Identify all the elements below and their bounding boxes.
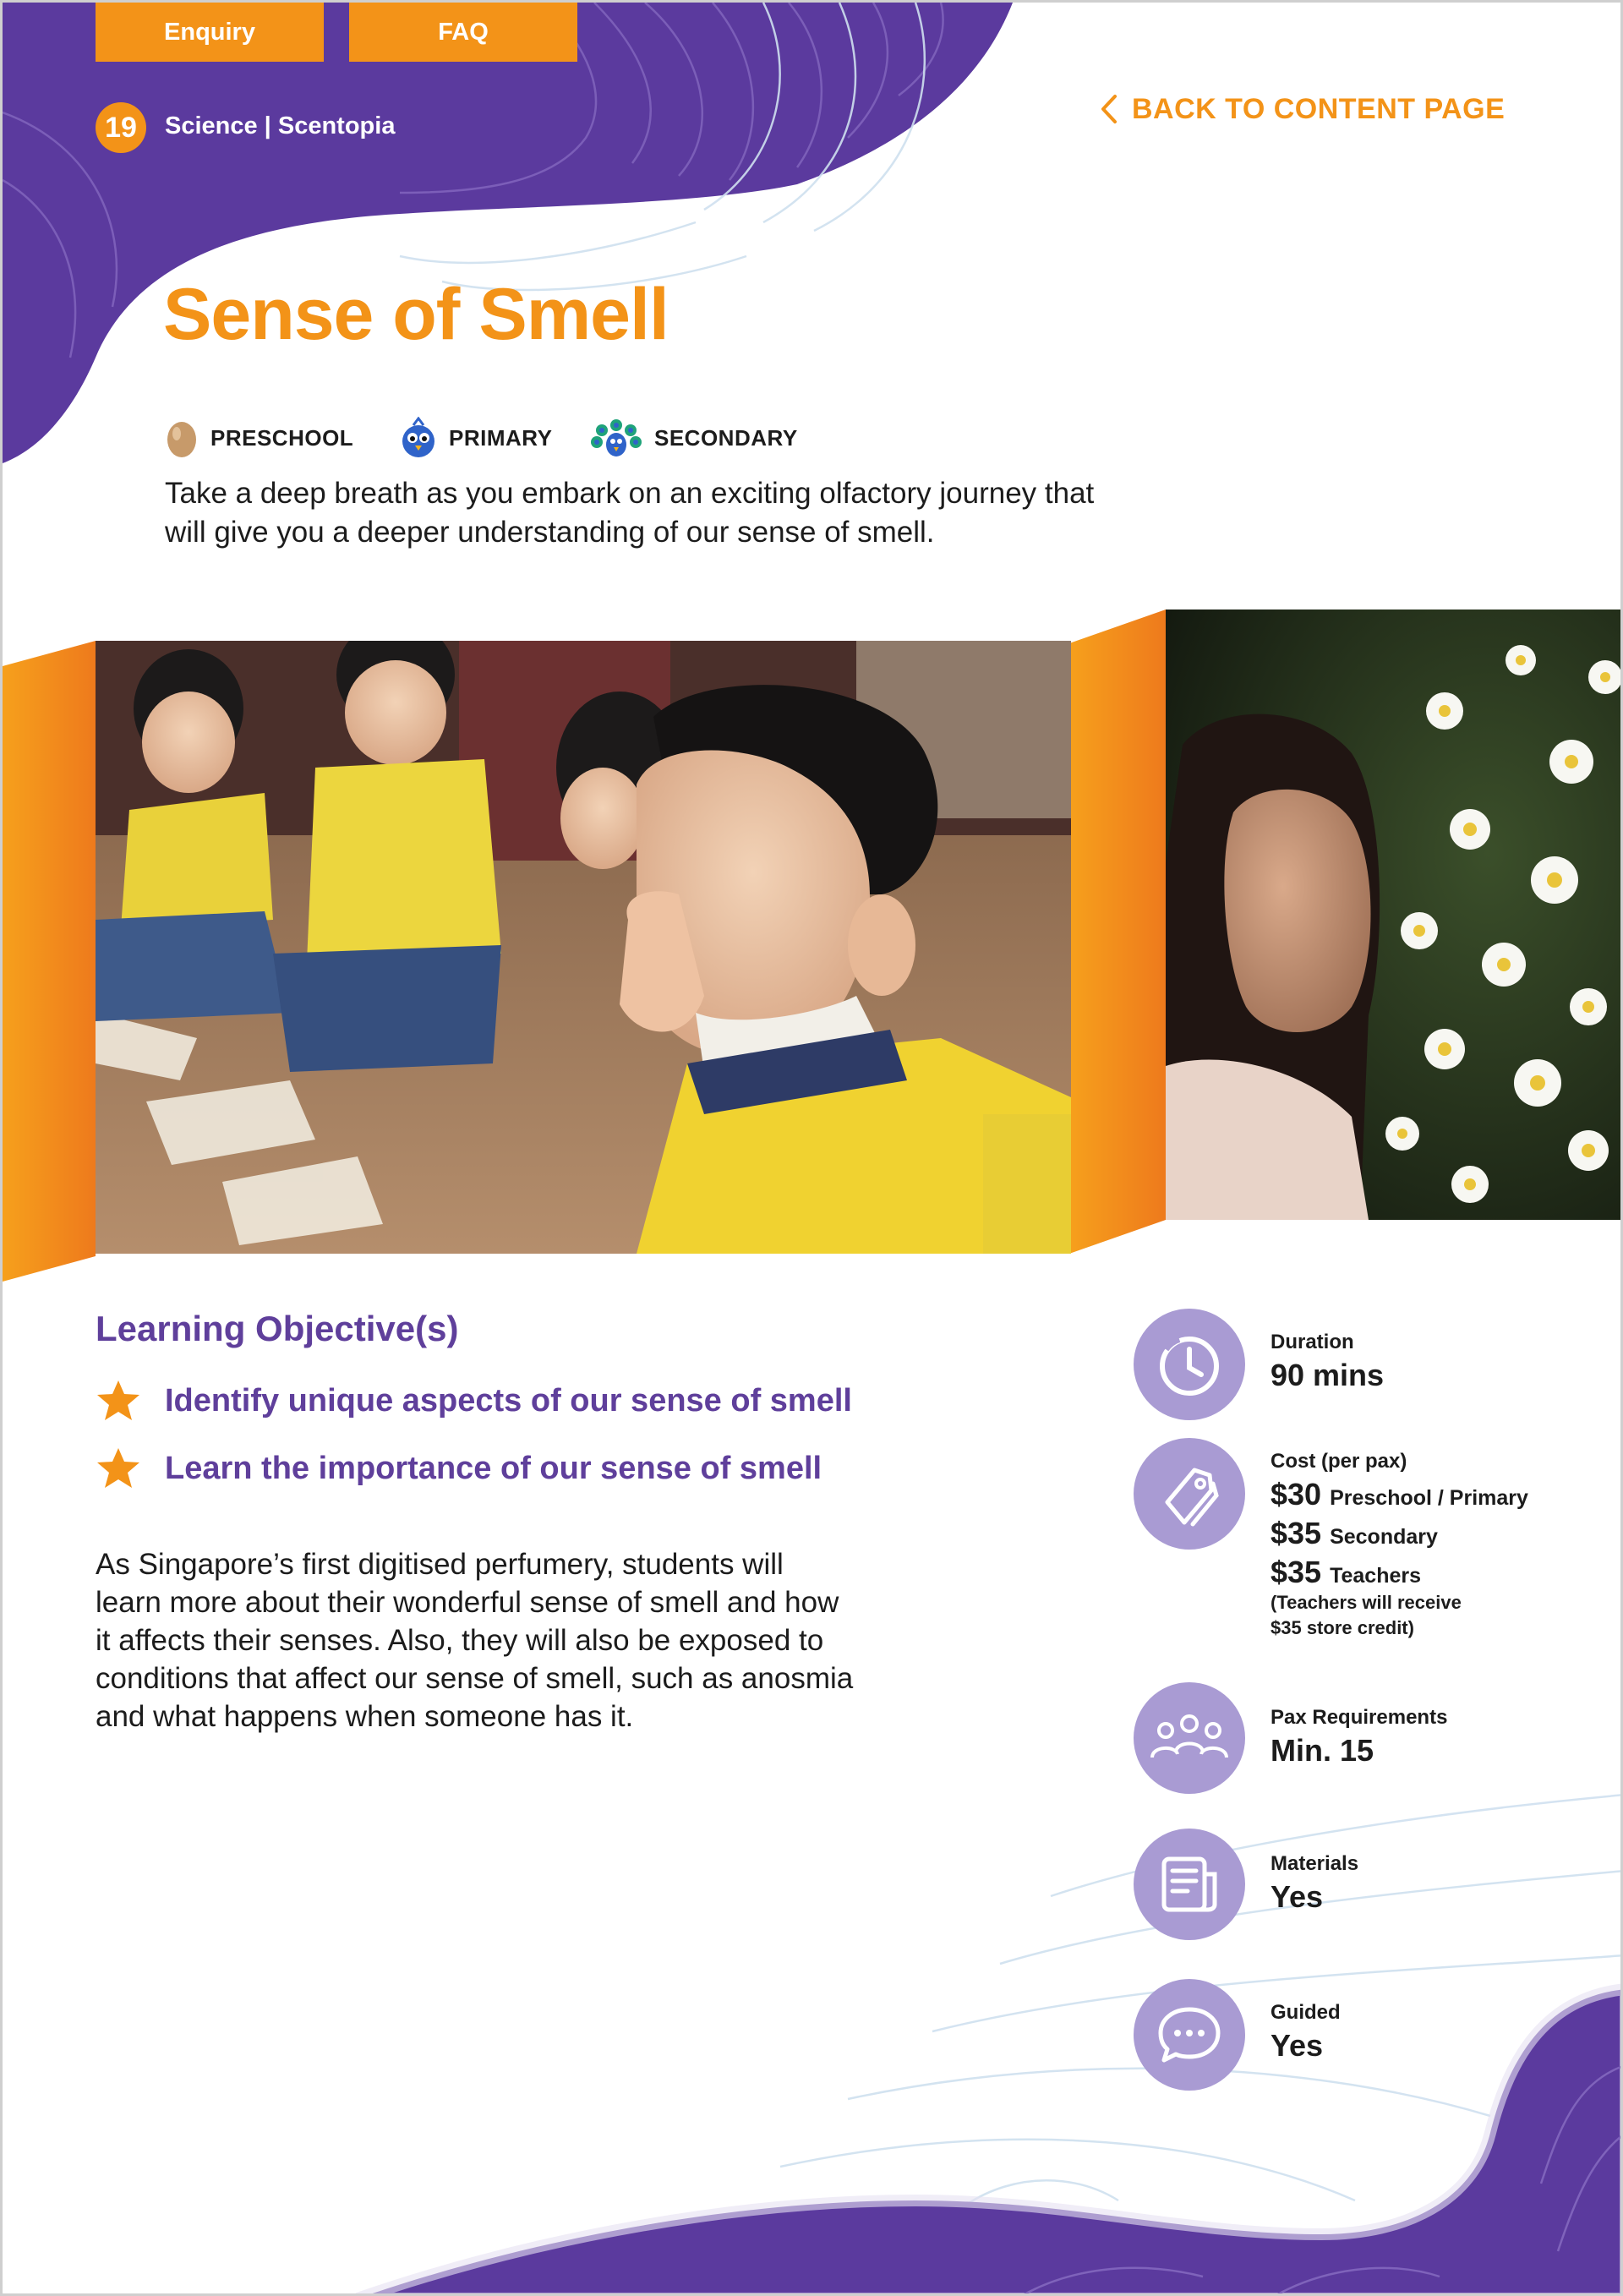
cost-amount: $30: [1271, 1477, 1322, 1512]
header-wave-decoration: [3, 3, 1623, 476]
bird-icon: [400, 417, 437, 459]
description-line: conditions that affect our sense of smell, such as anosmia: [96, 1662, 854, 1695]
info-materials: [1134, 1829, 1358, 1940]
intro-line: will give you a deeper understanding of our sense of smell.: [165, 516, 935, 549]
cost-note-line: (Teachers will receive: [1271, 1592, 1462, 1613]
description-line: it affects their senses. Also, they will also be exposed to: [96, 1624, 824, 1657]
chat-icon: [1154, 1999, 1225, 2070]
group-icon-badge: [1134, 1682, 1245, 1794]
intro-line: Take a deep breath as you embark on an exciting olfactory journey that: [165, 477, 1095, 510]
group-icon: [1149, 1708, 1230, 1768]
footer-wave-decoration: [3, 1761, 1623, 2296]
price-tag-icon: [1154, 1458, 1225, 1529]
objective-text: Identify unique aspects of our sense of smell: [165, 1382, 852, 1419]
description-line: As Singapore’s first digitised perfumery, students will: [96, 1548, 784, 1581]
page-number: 19: [105, 111, 137, 144]
info-guided: [1134, 1979, 1341, 2091]
star-icon: [96, 1379, 141, 1423]
page-title: Sense of Smell: [163, 274, 669, 355]
cost-category: Preschool / Primary: [1330, 1486, 1528, 1510]
objective-item: [96, 1446, 822, 1490]
back-link-label: BACK TO CONTENT PAGE: [1132, 92, 1506, 125]
level-label: SECONDARY: [654, 424, 798, 451]
cost-amount: $35: [1271, 1555, 1322, 1589]
pax-value: Min. 15: [1271, 1733, 1374, 1768]
photo-band-left: [3, 641, 97, 1283]
photo-girl-smelling-flowers: [1166, 610, 1623, 1220]
egg-icon: [165, 417, 199, 459]
materials-label: Materials: [1271, 1852, 1359, 1875]
chat-icon-badge: [1134, 1979, 1245, 2091]
duration-value: 90 mins: [1271, 1358, 1385, 1392]
cost-line: [1271, 1477, 1528, 1512]
breadcrumb: Science | Scentopia: [165, 112, 396, 139]
pax-label: Pax Requirements: [1271, 1706, 1448, 1729]
cost-label: Cost (per pax): [1271, 1450, 1407, 1473]
intro-text: [165, 474, 1094, 552]
duration-label: Duration: [1271, 1331, 1354, 1353]
enquiry-tab[interactable]: Enquiry: [96, 3, 324, 62]
back-to-content-link[interactable]: [1100, 90, 1505, 128]
clock-icon-badge: [1134, 1309, 1245, 1420]
cost-note-line: $35 store credit): [1271, 1617, 1414, 1638]
cost-line: [1271, 1555, 1528, 1590]
cost-category: Secondary: [1330, 1525, 1438, 1549]
materials-value: Yes: [1271, 1879, 1324, 1914]
document-icon: [1154, 1849, 1225, 1920]
objective-item: [96, 1379, 852, 1423]
info-cost: [1134, 1438, 1528, 1641]
star-icon: [96, 1446, 141, 1490]
page-number-badge: [96, 102, 146, 153]
level-label: PRESCHOOL: [210, 424, 354, 451]
level-preschool: [165, 417, 353, 459]
photo-band-middle: [1069, 610, 1166, 1254]
level-label: PRIMARY: [449, 424, 553, 451]
description-text: [96, 1545, 853, 1736]
guided-value: Yes: [1271, 2028, 1324, 2063]
description-line: learn more about their wonderful sense of smell and how: [96, 1586, 839, 1619]
photo-children-smelling: [96, 641, 1071, 1254]
description-line: and what happens when someone has it.: [96, 1700, 634, 1733]
learning-objectives-heading: Learning Objective(s): [96, 1309, 459, 1348]
clock-icon: [1154, 1329, 1225, 1400]
document-icon-badge: [1134, 1829, 1245, 1940]
cost-category: Teachers: [1330, 1564, 1422, 1588]
cost-line: [1271, 1516, 1528, 1551]
info-duration: [1134, 1309, 1384, 1420]
price-tag-icon-badge: [1134, 1438, 1245, 1550]
info-pax: [1134, 1682, 1447, 1794]
level-primary: [400, 417, 552, 459]
guided-label: Guided: [1271, 2001, 1341, 2024]
objective-text: Learn the importance of our sense of smell: [165, 1450, 822, 1486]
cost-amount: $35: [1271, 1516, 1322, 1550]
faq-tab[interactable]: FAQ: [349, 3, 577, 62]
chevron-left-icon: [1100, 94, 1118, 124]
level-secondary: [590, 417, 798, 459]
peacock-icon: [590, 417, 642, 459]
